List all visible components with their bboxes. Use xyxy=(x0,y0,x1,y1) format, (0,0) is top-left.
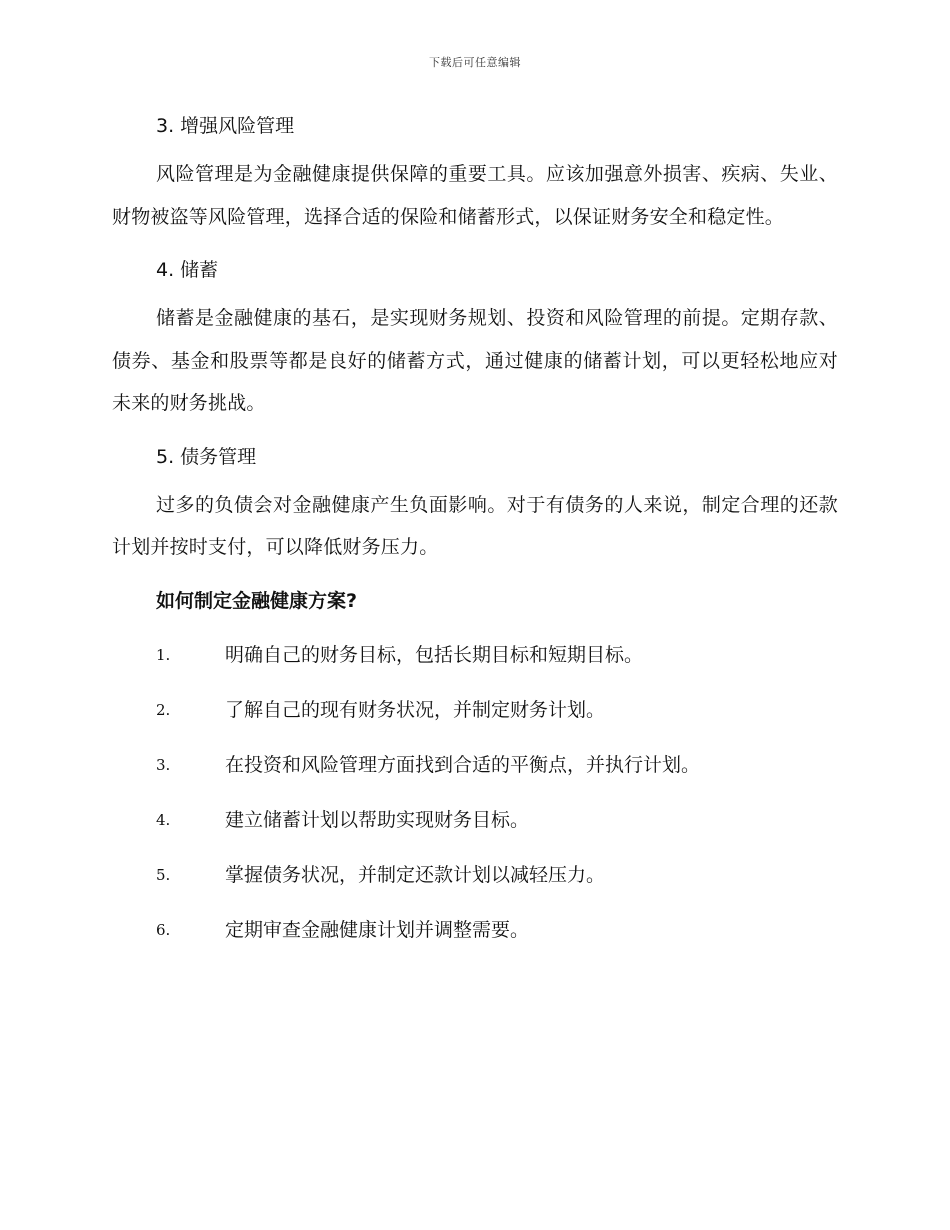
document-body xyxy=(112,108,838,967)
plan-heading: 如何制定金融健康方案? xyxy=(156,589,358,612)
step-number: 1. xyxy=(156,645,171,664)
plan-step xyxy=(112,637,838,692)
section-paragraph: 风险管理是为金融健康提供保障的重要工具。应该加强意外损害、疾病、失业、财物被盗等风险管理，选择合适的保险和储蓄形式，以保证财务安全和稳定性。 xyxy=(112,163,838,228)
section-heading: 5. 债务管理 xyxy=(156,445,257,468)
step-number: 6. xyxy=(156,920,171,939)
plan-step xyxy=(112,692,838,747)
section-plan xyxy=(112,583,838,967)
section-paragraph: 过多的负债会对金融健康产生负面影响。对于有债务的人来说，制定合理的还款计划并按时支付，可以降低财务压力。 xyxy=(112,493,838,558)
section-debt-management xyxy=(112,439,838,569)
plan-step xyxy=(112,857,838,912)
section-paragraph: 储蓄是金融健康的基石，是实现财务规划、投资和风险管理的前提。定期存款、债券、基金和股票等都是良好的储蓄方式，通过健康的储蓄计划，可以更轻松地应对未来的财务挑战。 xyxy=(112,307,838,414)
section-heading: 4. 储蓄 xyxy=(156,259,219,281)
step-text: 在投资和风险管理方面找到合适的平衡点，并执行计划。 xyxy=(225,753,701,776)
plan-steps-list xyxy=(112,637,838,967)
step-number: 4. xyxy=(156,810,171,829)
step-number: 5. xyxy=(156,865,171,884)
section-risk-management xyxy=(112,108,838,238)
plan-step xyxy=(112,747,838,802)
section-savings xyxy=(112,252,838,425)
page-header-note: 下载后可任意编辑 xyxy=(429,56,521,69)
plan-step xyxy=(112,912,838,967)
step-text: 建立储蓄计划以帮助实现财务目标。 xyxy=(225,808,530,831)
step-number: 2. xyxy=(156,700,171,719)
step-number: 3. xyxy=(156,755,171,774)
step-text: 明确自己的财务目标，包括长期目标和短期目标。 xyxy=(225,643,644,666)
step-text: 了解自己的现有财务状况，并制定财务计划。 xyxy=(225,698,606,721)
step-text: 掌握债务状况，并制定还款计划以减轻压力。 xyxy=(225,863,606,886)
step-text: 定期审查金融健康计划并调整需要。 xyxy=(225,918,530,941)
plan-step xyxy=(112,802,838,857)
section-heading: 3. 增强风险管理 xyxy=(156,115,295,137)
